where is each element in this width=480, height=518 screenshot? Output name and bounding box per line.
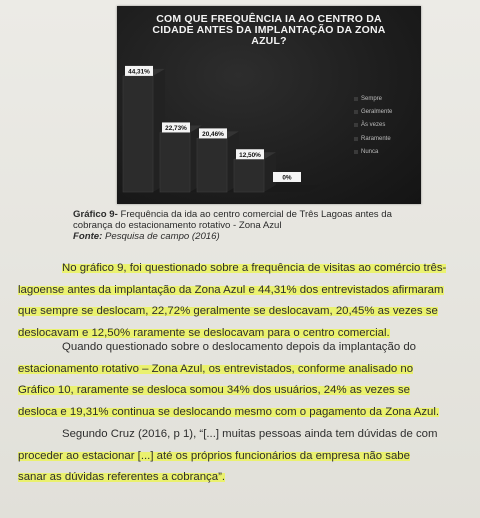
highlighted-text: estacionamento rotativo – Zona Azul, os entrevistados, conforme analisado no: [18, 362, 414, 375]
caption-source: [73, 231, 433, 242]
legend-label: Nunca: [361, 149, 379, 156]
chart-legend: [354, 92, 392, 159]
paragraph-line: [18, 359, 478, 381]
legend-item: [354, 105, 392, 118]
bar: [123, 76, 153, 192]
highlighted-text: No gráfico 9, foi questionado sobre a frequência de visitas ao comércio três-: [62, 262, 447, 274]
caption-line: cobrança do estacionamento rotativo - Zona Azul: [73, 220, 282, 232]
highlighted-text: deslocavam e 12,50% raramente se deslocavam para o centro comercial.: [18, 326, 390, 339]
legend-item: [354, 132, 392, 145]
data-label: 44,31%: [128, 68, 150, 76]
data-label: 0%: [282, 174, 292, 182]
caption-text: Frequência da ida ao centro comercial de Três Lagoas antes da: [117, 209, 392, 220]
highlighted-text: proceder ao estacionar [...] até os próprios funcionários da empresa não sabe: [18, 449, 410, 462]
paragraph-line: [18, 258, 478, 280]
legend-label: Às vezes: [361, 122, 386, 129]
paragraph-line: [18, 402, 478, 424]
paragraph-line: [18, 446, 478, 468]
figure-caption: [73, 209, 433, 243]
caption-line: [73, 209, 433, 220]
paragraph-line: [18, 301, 478, 323]
legend-swatch: [354, 97, 358, 101]
data-label: 22,73%: [165, 125, 187, 133]
bar: [160, 132, 190, 192]
source-label: Fonte:: [73, 231, 103, 243]
bar-chart: [117, 6, 421, 204]
paragraph-line: Segundo Cruz (2016, p 1), “[...] muitas pessoas ainda tem dúvidas de com: [62, 428, 438, 440]
paragraph-2: [18, 337, 478, 423]
paragraph-line: Quando questionado sobre o deslocamento depois da implantação do: [62, 341, 416, 353]
chart-title-line: AZUL?: [251, 35, 287, 47]
legend-swatch: [354, 150, 358, 154]
legend-item: [354, 119, 392, 132]
chart-title-line: COM QUE FREQUÊNCIA IA AO CENTRO DA: [156, 13, 382, 25]
data-label: 20,46%: [202, 130, 224, 138]
highlighted-text: sanar as dúvidas referentes a cobrança”.: [18, 471, 226, 483]
data-label: 12,50%: [239, 151, 261, 159]
paragraph-3: [18, 424, 478, 489]
legend-item: [354, 92, 392, 105]
paragraph-line: [18, 380, 478, 402]
highlighted-text: Gráfico 10, raramente se desloca somou 34% dos usuários, 24% as vezes se: [18, 384, 410, 396]
paragraph-line: [18, 467, 478, 489]
caption-label: Gráfico 9-: [73, 209, 118, 220]
legend-item: [354, 146, 392, 159]
legend-swatch: [354, 137, 358, 141]
legend-swatch: [354, 123, 358, 127]
chart-title-line: CIDADE ANTES DA IMPLANTAÇÃO DA ZONA: [152, 24, 386, 36]
paragraph-line: [18, 280, 478, 302]
highlighted-text: desloca e 19,31% continua se deslocando mesmo com o pagamento da Zona Azul.: [18, 405, 440, 418]
bar: [197, 138, 227, 192]
highlighted-text: lagoense antes da implantação da Zona Azul e 44,31% dos entrevistados afirmaram: [18, 283, 444, 296]
bar: [234, 159, 264, 192]
legend-label: Sempre: [361, 95, 383, 102]
legend-label: Geralmente: [361, 109, 393, 116]
legend-swatch: [354, 110, 358, 114]
legend-label: Raramente: [361, 135, 391, 142]
source-text: Pesquisa de campo (2016): [102, 231, 220, 243]
paragraph-1: [18, 258, 478, 344]
highlighted-text: que sempre se deslocam, 22,72% geralmente se deslocavam, 20,45% as vezes se: [18, 305, 438, 317]
